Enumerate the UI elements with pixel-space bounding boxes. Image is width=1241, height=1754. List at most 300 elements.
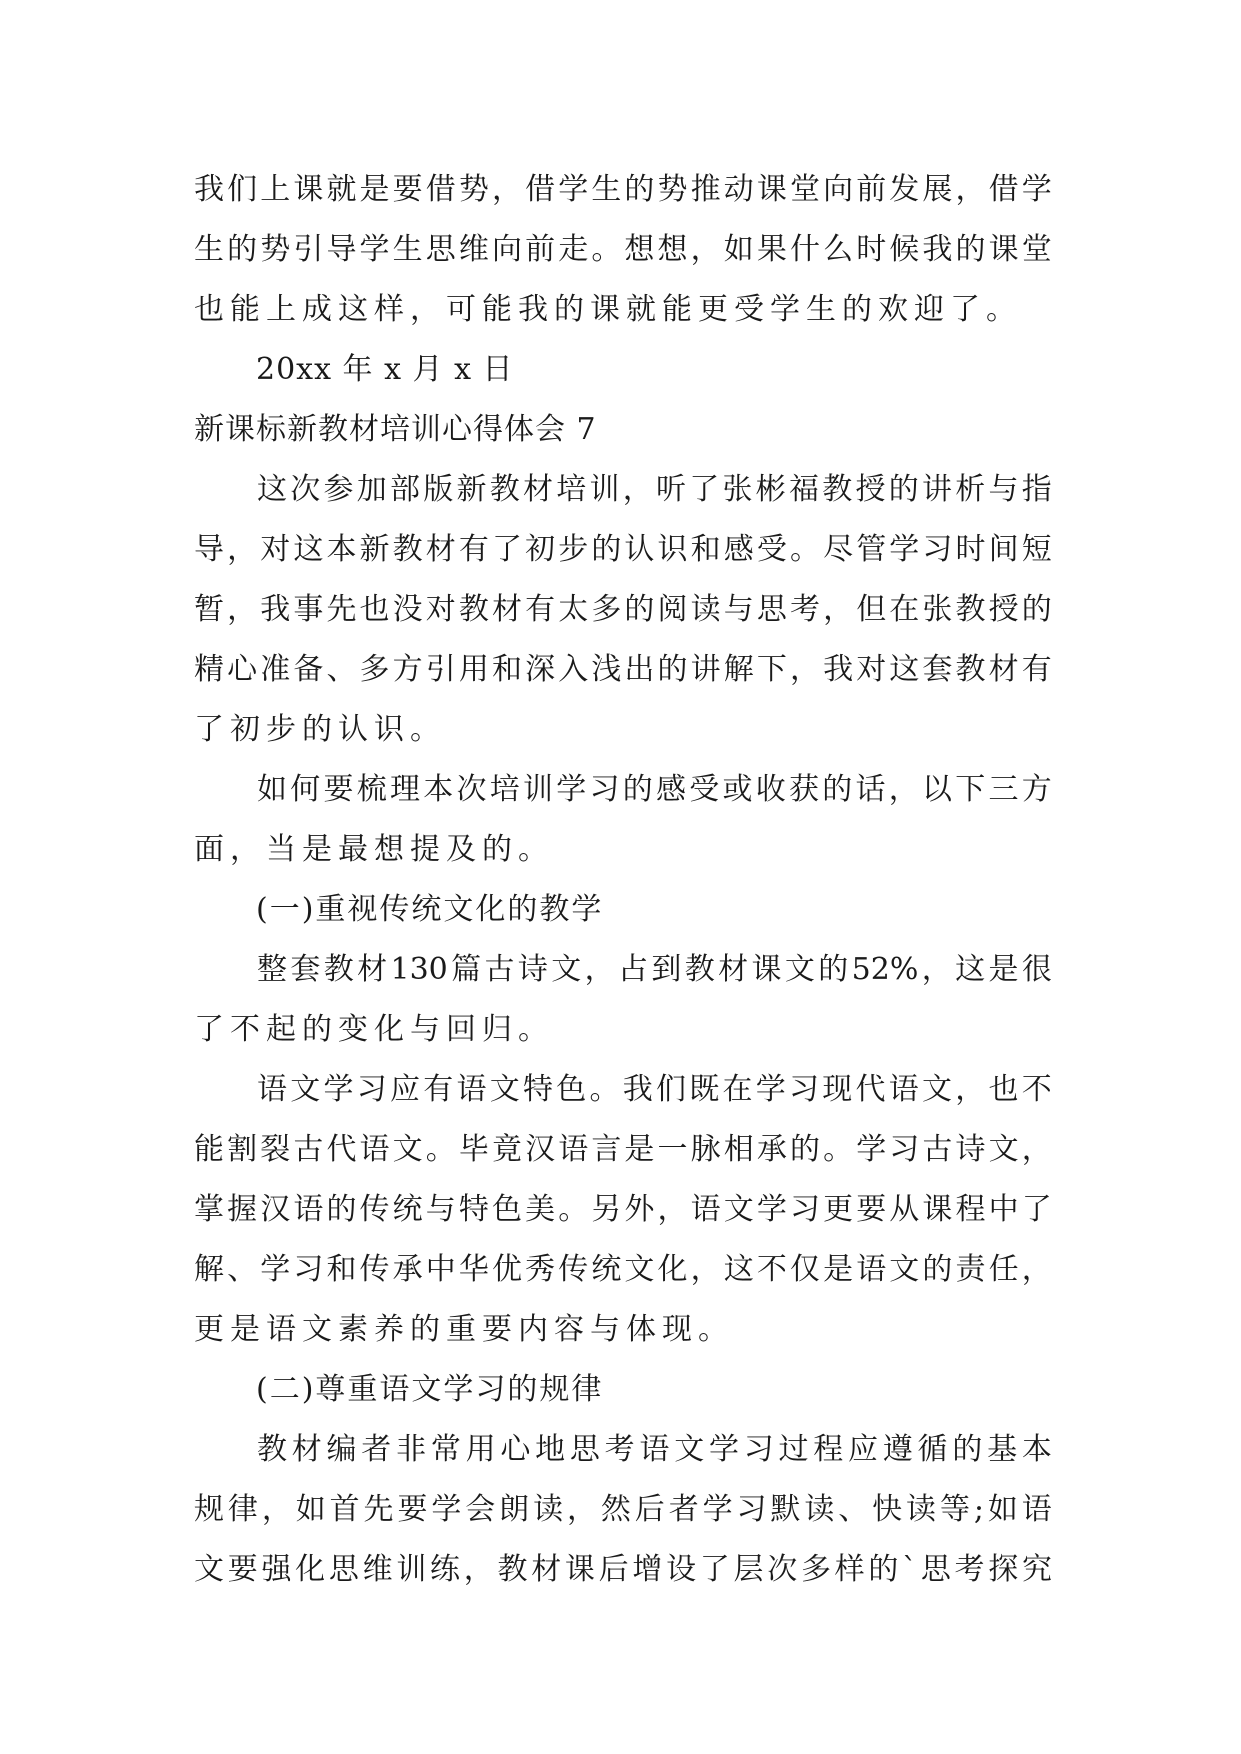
text-glyph: 生: [194, 232, 224, 267]
text-glyph: 训: [589, 472, 620, 507]
text-glyph: ，: [491, 172, 522, 207]
text-glyph: 设: [666, 1552, 697, 1587]
text-glyph: 要: [227, 1552, 258, 1587]
text-glyph: 相: [723, 1132, 754, 1167]
text-glyph: 解: [723, 652, 754, 687]
text-glyph: 材: [523, 472, 553, 507]
text-glyph: 步: [558, 532, 589, 567]
text-glyph: 了: [1021, 1192, 1052, 1227]
text-glyph: 习: [889, 1132, 920, 1167]
text-glyph: 层: [733, 1552, 764, 1587]
text-glyph: 向: [491, 232, 522, 267]
text-glyph: 加: [356, 472, 387, 507]
text-glyph: 推: [690, 172, 721, 207]
text-glyph: 张: [922, 592, 953, 627]
subsection-heading: (二)尊重语文学习的规律: [256, 1372, 604, 1407]
text-glyph: 是: [624, 1132, 655, 1167]
text-glyph: 传: [558, 1252, 589, 1287]
text-glyph: ，: [261, 1492, 292, 1527]
text-glyph: 借: [425, 172, 456, 207]
text-glyph: 学: [556, 772, 587, 807]
text-glyph: 了: [689, 472, 720, 507]
text-glyph: 外: [624, 1192, 655, 1227]
text-glyph: 心: [227, 652, 258, 687]
text-glyph: ，: [789, 652, 820, 687]
text-glyph: `: [902, 1552, 918, 1587]
text-glyph: 教: [497, 1552, 528, 1587]
text-glyph: 语: [1021, 1492, 1052, 1527]
text-glyph: 这: [889, 652, 920, 687]
text-glyph: 非: [396, 1432, 427, 1467]
text-glyph: 深: [525, 652, 556, 687]
text-glyph: 掌: [194, 1192, 224, 1227]
text-glyph: 和: [326, 1252, 357, 1287]
text-glyph: 的: [624, 172, 655, 207]
text-glyph: 整: [257, 952, 287, 987]
text-glyph: 多: [359, 652, 390, 687]
text-glyph: 出: [624, 652, 655, 687]
text-glyph: 的: [955, 232, 986, 267]
text-glyph: 学: [558, 172, 589, 207]
text-glyph: 责: [955, 1252, 986, 1287]
text-glyph: 文: [194, 1552, 224, 1587]
text-glyph: 与: [425, 1192, 456, 1227]
text-glyph: 解: [194, 1252, 224, 1287]
text-glyph: 教: [458, 592, 489, 627]
text-glyph: 新: [359, 532, 390, 567]
text-glyph: 习: [922, 532, 953, 567]
body-line: 面，当是最想提及的。: [194, 832, 554, 867]
text-glyph: 心: [500, 1432, 531, 1467]
text-glyph: 理: [390, 772, 420, 807]
text-glyph: 程: [813, 1432, 844, 1467]
text-glyph: 想: [624, 232, 655, 267]
text-glyph: 握: [227, 1192, 258, 1227]
text-glyph: 练: [430, 1552, 461, 1587]
text-glyph: 次: [290, 472, 321, 507]
text-glyph: 也: [359, 592, 390, 627]
text-glyph: 教: [955, 652, 986, 687]
text-glyph: 文: [551, 952, 582, 987]
text-glyph: 新: [456, 472, 487, 507]
text-glyph: 学: [359, 232, 390, 267]
body-line: 也能上成这样，可能我的课就能更受学生的欢迎了。: [194, 292, 1022, 327]
body-line: [194, 940, 1052, 1000]
text-glyph: 阅: [657, 592, 688, 627]
text-glyph: 想: [657, 232, 688, 267]
body-line: [194, 520, 1052, 580]
text-glyph: 习: [293, 1252, 324, 1287]
text-glyph: 古: [922, 1132, 953, 1167]
text-glyph: 者: [361, 1432, 392, 1467]
text-glyph: 识: [657, 532, 688, 567]
text-glyph: 借: [988, 172, 1019, 207]
text-glyph: 统: [392, 1192, 423, 1227]
text-glyph: 有: [525, 592, 556, 627]
text-glyph: ，: [955, 1072, 986, 1107]
text-glyph: 后: [598, 1552, 629, 1587]
text-glyph: 授: [855, 472, 886, 507]
text-glyph: 探: [988, 1552, 1019, 1587]
text-glyph: 套: [290, 952, 321, 987]
text-glyph: 文: [922, 1072, 952, 1107]
text-glyph: 。: [789, 532, 820, 567]
text-glyph: 习: [356, 1072, 387, 1107]
text-glyph: 听: [656, 472, 686, 507]
text-glyph: 析: [955, 472, 986, 507]
text-glyph: 下: [955, 772, 986, 807]
text-glyph: 讲: [690, 652, 721, 687]
text-glyph: 对: [425, 592, 456, 627]
text-glyph: 在: [722, 1072, 753, 1107]
text-glyph: 文: [988, 1132, 1019, 1167]
text-glyph: 程: [955, 1192, 986, 1227]
text-glyph: 间: [988, 532, 1019, 567]
text-glyph: 的: [888, 472, 919, 507]
section-title: 新课标新教材培训心得体会 7: [194, 412, 597, 447]
text-glyph: 等: [939, 1492, 970, 1527]
text-glyph: 的: [868, 1552, 899, 1587]
text-glyph: 思: [756, 592, 787, 627]
text-glyph: 52%: [851, 952, 919, 987]
text-glyph: 维: [362, 1552, 393, 1587]
text-glyph: 仅: [789, 1252, 820, 1287]
text-glyph: 语: [888, 1072, 919, 1107]
text-glyph: 如: [723, 232, 754, 267]
text-glyph: 的: [657, 652, 688, 687]
text-glyph: 语: [856, 1252, 887, 1287]
text-glyph: 尽: [823, 532, 854, 567]
text-glyph: 不: [1021, 1072, 1052, 1107]
body-line: [194, 580, 1052, 640]
text-glyph: 特: [458, 1192, 489, 1227]
body-line: [194, 1480, 1052, 1540]
text-glyph: ，: [227, 532, 258, 567]
text-glyph: ，: [1021, 1132, 1052, 1167]
text-glyph: 动: [723, 172, 754, 207]
text-glyph: 承: [392, 1252, 423, 1287]
text-glyph: 然: [600, 1492, 631, 1527]
text-glyph: 色: [556, 1072, 587, 1107]
text-glyph: 势: [458, 172, 489, 207]
text-glyph: 福: [789, 472, 819, 507]
text-glyph: ，: [690, 232, 721, 267]
text-glyph: 。: [823, 1132, 854, 1167]
text-glyph: 张: [722, 472, 753, 507]
text-glyph: 现: [822, 1072, 853, 1107]
text-glyph: 汉: [525, 1132, 556, 1167]
text-glyph: 话: [855, 772, 886, 807]
text-glyph: 毕: [458, 1132, 489, 1167]
text-glyph: 势: [260, 232, 291, 267]
text-glyph: 语: [690, 1192, 721, 1227]
text-glyph: ，: [921, 952, 952, 987]
text-glyph: 获: [789, 772, 819, 807]
text-glyph: 课: [293, 172, 324, 207]
text-glyph: 课: [756, 172, 787, 207]
text-glyph: 、: [227, 1252, 258, 1287]
text-glyph: 这: [293, 532, 324, 567]
text-glyph: 遵: [882, 1432, 913, 1467]
text-glyph: 如: [295, 1492, 326, 1527]
text-glyph: 、: [326, 652, 357, 687]
text-glyph: 堂: [789, 172, 820, 207]
text-glyph: 文: [392, 1132, 423, 1167]
text-glyph: 与: [723, 592, 754, 627]
text-glyph: 习: [736, 1492, 767, 1527]
text-glyph: 语: [639, 1432, 670, 1467]
text-glyph: 的: [622, 772, 653, 807]
text-glyph: 割: [227, 1132, 258, 1167]
text-glyph: 先: [363, 1492, 394, 1527]
text-glyph: 收: [755, 772, 786, 807]
text-glyph: 我: [823, 652, 854, 687]
text-glyph: 课: [751, 952, 782, 987]
text-glyph: 承: [756, 1132, 787, 1167]
text-glyph: 不: [756, 1252, 787, 1287]
text-glyph: 教: [955, 592, 986, 627]
text-glyph: 套: [922, 652, 953, 687]
text-glyph: 多: [800, 1552, 831, 1587]
text-glyph: 语: [359, 1132, 390, 1167]
text-glyph: 有: [458, 532, 489, 567]
text-glyph: 授: [988, 592, 1019, 627]
text-glyph: 后: [634, 1492, 665, 1527]
text-glyph: 考: [604, 1432, 635, 1467]
text-glyph: 浅: [591, 652, 622, 687]
text-glyph: 教: [684, 952, 715, 987]
text-glyph: 短: [1021, 532, 1052, 567]
text-glyph: 文: [674, 1432, 705, 1467]
text-glyph: 对: [260, 532, 291, 567]
text-glyph: 朗: [499, 1492, 530, 1527]
body-line: [194, 760, 1052, 820]
body-line: [194, 1420, 1052, 1480]
text-glyph: 课: [922, 1192, 953, 1227]
text-glyph: 究: [1021, 1552, 1052, 1587]
text-glyph: 本: [423, 772, 454, 807]
text-glyph: 培: [556, 472, 587, 507]
text-glyph: 发: [889, 172, 920, 207]
text-glyph: 的: [822, 772, 853, 807]
body-line: [194, 640, 1052, 700]
text-glyph: ，: [622, 472, 653, 507]
text-glyph: ，: [955, 172, 986, 207]
text-glyph: 化: [295, 1552, 326, 1587]
text-glyph: 导: [194, 532, 224, 567]
text-glyph: 用: [465, 1432, 496, 1467]
body-line: [194, 1540, 1052, 1600]
text-glyph: 就: [326, 172, 357, 207]
text-glyph: 感: [656, 772, 686, 807]
body-line: 了初步的认识。: [194, 712, 446, 747]
text-glyph: 语: [257, 1072, 287, 1107]
text-glyph: 么: [823, 232, 854, 267]
text-glyph: 准: [260, 652, 291, 687]
text-glyph: 中: [988, 1192, 1019, 1227]
text-glyph: 学: [756, 1192, 787, 1227]
text-glyph: 要: [392, 172, 423, 207]
text-glyph: 脉: [690, 1132, 721, 1167]
text-glyph: 常: [430, 1432, 461, 1467]
text-glyph: 更: [823, 1192, 854, 1227]
text-glyph: 读: [690, 592, 721, 627]
text-glyph: 管: [856, 532, 887, 567]
text-glyph: 秀: [525, 1252, 556, 1287]
text-glyph: 了: [699, 1552, 730, 1587]
text-glyph: 学: [856, 1132, 887, 1167]
text-glyph: 很: [1021, 952, 1052, 987]
text-glyph: 如: [257, 772, 287, 807]
text-glyph: 律: [227, 1492, 258, 1527]
text-glyph: 教: [392, 532, 423, 567]
text-glyph: 的: [789, 1132, 820, 1167]
text-glyph: 材: [718, 952, 749, 987]
text-glyph: 材: [531, 1552, 562, 1587]
text-glyph: ，: [227, 592, 258, 627]
text-glyph: 的: [922, 1252, 953, 1287]
text-glyph: 教: [489, 472, 520, 507]
text-glyph: 材: [491, 592, 522, 627]
text-glyph: 生: [591, 172, 622, 207]
text-glyph: 要: [856, 1192, 887, 1227]
text-glyph: 能: [194, 1132, 224, 1167]
text-glyph: 对: [856, 652, 887, 687]
text-glyph: 维: [458, 232, 489, 267]
text-glyph: 走: [558, 232, 589, 267]
text-glyph: 过: [778, 1432, 809, 1467]
text-glyph: 占: [618, 952, 649, 987]
text-glyph: 三: [988, 772, 1019, 807]
text-glyph: 古: [293, 1132, 324, 1167]
text-glyph: 传: [359, 1252, 390, 1287]
text-glyph: 和: [690, 532, 721, 567]
text-glyph: 另: [591, 1192, 622, 1227]
text-glyph: 也: [988, 1072, 1019, 1107]
text-glyph: 快: [872, 1492, 903, 1527]
text-glyph: 暂: [194, 592, 224, 627]
text-glyph: 太: [558, 592, 589, 627]
text-glyph: 彬: [755, 472, 786, 507]
text-glyph: 们: [656, 1072, 686, 1107]
text-glyph: 引: [293, 232, 324, 267]
text-glyph: 学: [889, 532, 920, 567]
text-glyph: 前: [525, 232, 556, 267]
text-glyph: 。: [425, 1132, 456, 1167]
text-glyph: 。: [591, 232, 622, 267]
text-glyph: 。: [558, 1192, 589, 1227]
text-glyph: 言: [591, 1132, 622, 1167]
text-glyph: 习: [789, 1192, 820, 1227]
text-glyph: 增: [632, 1552, 663, 1587]
text-glyph: 语: [558, 1132, 589, 1167]
text-glyph: 次: [456, 772, 487, 807]
text-glyph: 展: [922, 172, 953, 207]
text-glyph: 是: [988, 952, 1019, 987]
text-glyph: ，: [888, 772, 919, 807]
text-glyph: 考: [954, 1552, 985, 1587]
text-glyph: 从: [889, 1192, 920, 1227]
text-glyph: 部: [390, 472, 420, 507]
text-glyph: 既: [689, 1072, 720, 1107]
text-glyph: 势: [657, 172, 688, 207]
text-glyph: 前: [856, 172, 887, 207]
text-glyph: 时: [955, 532, 986, 567]
text-glyph: 学: [1021, 172, 1052, 207]
text-glyph: 习: [743, 1432, 774, 1467]
text-glyph: 中: [425, 1252, 456, 1287]
text-glyph: 汉: [260, 1192, 291, 1227]
text-glyph: 生: [392, 232, 423, 267]
text-glyph: 文: [489, 1072, 520, 1107]
text-glyph: 什: [789, 232, 820, 267]
text-glyph: 认: [624, 532, 655, 567]
text-glyph: 的: [1021, 592, 1052, 627]
text-glyph: 指: [1021, 472, 1052, 507]
text-glyph: 是: [823, 1252, 854, 1287]
body-line: [194, 1240, 1052, 1300]
text-glyph: 思: [920, 1552, 951, 1587]
text-glyph: 我: [622, 1072, 653, 1107]
text-glyph: 果: [756, 232, 787, 267]
text-glyph: 材: [357, 952, 388, 987]
text-glyph: 有: [423, 1072, 454, 1107]
text-glyph: ，: [566, 1492, 597, 1527]
text-glyph: 是: [359, 172, 390, 207]
text-glyph: 在: [889, 592, 920, 627]
text-glyph: 们: [227, 172, 258, 207]
text-glyph: 何: [290, 772, 321, 807]
text-glyph: 文: [723, 1192, 754, 1227]
text-glyph: 训: [523, 772, 553, 807]
text-glyph: 代: [855, 1072, 886, 1107]
text-glyph: 地: [535, 1432, 566, 1467]
text-glyph: 应: [390, 1072, 420, 1107]
text-glyph: 这: [257, 472, 287, 507]
text-glyph: 方: [392, 652, 423, 687]
text-glyph: 样: [834, 1552, 865, 1587]
text-glyph: 文: [889, 1252, 920, 1287]
text-glyph: 诗: [955, 1132, 986, 1167]
text-glyph: 这: [955, 952, 986, 987]
text-glyph: 优: [491, 1252, 522, 1287]
text-glyph: 课: [564, 1552, 595, 1587]
text-glyph: 有: [1021, 652, 1052, 687]
text-glyph: 引: [425, 652, 456, 687]
text-glyph: 方: [1021, 772, 1052, 807]
text-glyph: 课: [988, 232, 1019, 267]
text-glyph: 学: [260, 1252, 291, 1287]
text-glyph: 和: [491, 652, 522, 687]
text-glyph: 裂: [260, 1132, 291, 1167]
text-glyph: 代: [326, 1132, 357, 1167]
text-glyph: 事: [293, 592, 324, 627]
text-glyph: 初: [525, 532, 556, 567]
text-glyph: 特: [523, 1072, 553, 1107]
document-page: [194, 160, 1052, 1600]
text-glyph: 次: [767, 1552, 798, 1587]
text-glyph: 训: [396, 1552, 427, 1587]
text-glyph: 讲: [922, 472, 952, 507]
text-glyph: ，: [657, 1192, 688, 1227]
text-glyph: 读: [906, 1492, 937, 1527]
text-glyph: 堂: [1021, 232, 1052, 267]
text-glyph: 材: [988, 652, 1019, 687]
body-line: [194, 160, 1052, 220]
text-glyph: ;: [973, 1492, 984, 1527]
text-glyph: 这: [723, 1252, 754, 1287]
text-glyph: 导: [326, 232, 357, 267]
